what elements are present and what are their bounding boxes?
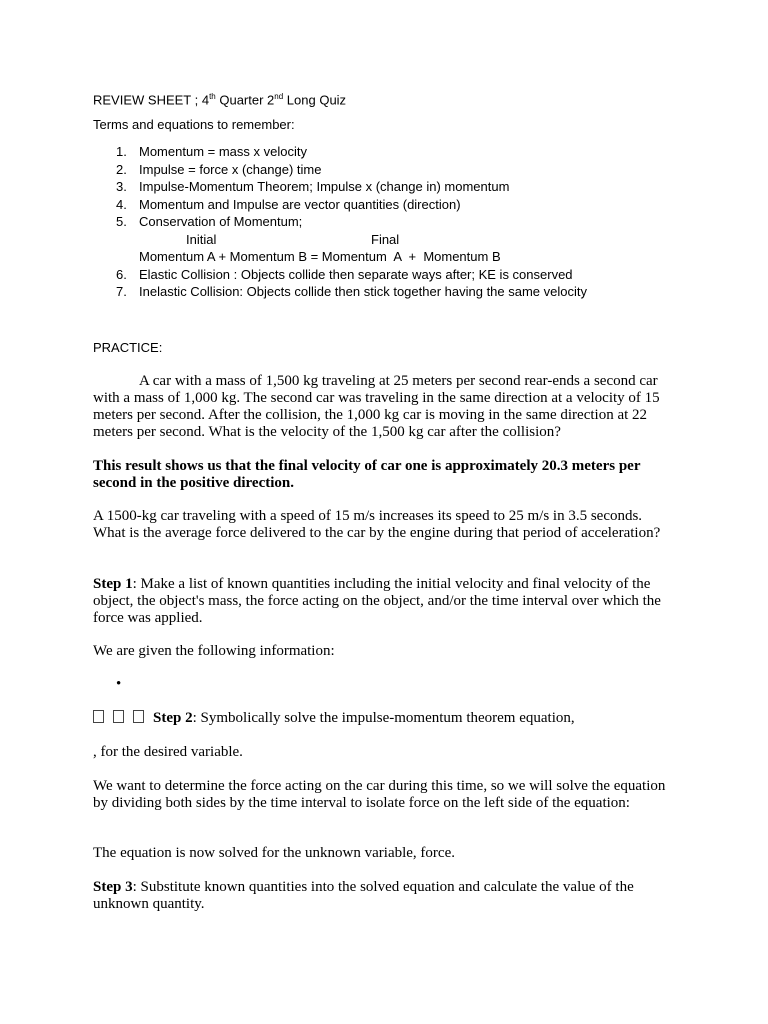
list-number: 4. (116, 196, 127, 212)
given-info-text: We are given the following information: (93, 643, 335, 659)
initial-label: Initial (186, 231, 217, 247)
list-text: Impulse-Momentum Theorem; Impulse x (change in) momentum (139, 179, 510, 194)
step-3-label: Step 3 (93, 879, 133, 895)
step-2-text: : Symbolically solve the impulse-momentum theorem equation, (192, 710, 575, 726)
solved-equation-text: The equation is now solved for the unknown variable, force. (93, 845, 455, 861)
bullet-point: • (116, 676, 122, 692)
conservation-equation: Momentum A + Momentum B = Momentum A + Momentum B (139, 249, 501, 264)
title-superscript-nd: nd (274, 92, 284, 101)
title-middle: Quarter 2 (215, 92, 275, 108)
title-prefix: REVIEW SHEET ; 4 (93, 92, 210, 108)
step-1-text: : Make a list of known quantities including the initial velocity and final velocity of the object, the object's mass, the force acting on the object, and/or the time interval over which the force was applied. (93, 576, 661, 626)
list-number: 6. (116, 266, 127, 282)
step-2-label: Step 2 (153, 710, 193, 726)
missing-glyph-icon (93, 710, 104, 723)
list-text: Impulse = force x (change) time (139, 161, 322, 177)
list-number: 3. (116, 179, 127, 194)
terms-intro: Terms and equations to remember: (93, 117, 295, 132)
list-number: 1. (116, 144, 127, 159)
list-number: 5. (116, 214, 127, 229)
practice-heading: PRACTICE: (93, 340, 163, 355)
title-superscript-th: th (209, 92, 216, 101)
list-text: Elastic Collision : Objects collide then separate ways after; KE is conserved (139, 266, 573, 282)
list-item (112, 143, 587, 161)
missing-glyph-icon (133, 710, 144, 723)
missing-glyph-icon (113, 710, 124, 723)
step-3-paragraph (93, 879, 673, 913)
terms-list (112, 143, 587, 301)
list-number: 7. (116, 284, 127, 299)
list-text: Conservation of Momentum; (139, 214, 303, 229)
result-1-text: This result shows us that the final velocity of car one is approximately 20.3 meters per second in the positive direction. (93, 458, 641, 491)
list-item (112, 283, 587, 301)
problem-1-text: A car with a mass of 1,500 kg traveling at 25 meters per second rear-ends a second car with a mass of 1,000 kg. The second car was traveling in the same direction at a velocity of 15 meters per second. After the collision, the 1,000 kg car is moving in the same direction at 22 meters per second. What is the velocity of the 1,500 kg car after the collision? (93, 373, 660, 440)
final-label: Final (371, 231, 400, 247)
desired-variable-text: , for the desired variable. (93, 744, 243, 760)
problem-2-text: A 1500-kg car traveling with a speed of 15 m/s increases its speed to 25 m/s in 3.5 seconds. What is the average force delivered to the car by the engine during that period of acceleration? (93, 508, 661, 541)
step-1-label: Step 1 (93, 576, 133, 592)
step-2-paragraph (93, 710, 673, 727)
initial-final-labels (139, 231, 587, 249)
list-text: Momentum and Impulse are vector quantities (direction) (139, 196, 461, 212)
list-text: Inelastic Collision: Objects collide then stick together having the same velocity (139, 284, 587, 299)
step-3-text: : Substitute known quantities into the solved equation and calculate the value of the unknown quantity. (93, 879, 634, 912)
list-item (112, 178, 587, 196)
list-item (112, 161, 587, 179)
document-title (93, 88, 346, 109)
determine-force-text: We want to determine the force acting on the car during this time, so we will solve the equation by dividing both sides by the time interval to isolate force on the left side of the equation: (93, 778, 666, 811)
title-suffix: Long Quiz (283, 92, 347, 108)
list-item (112, 213, 587, 266)
list-number: 2. (116, 161, 127, 177)
list-item (112, 266, 587, 284)
list-item (112, 196, 587, 214)
list-text: Momentum = mass x velocity (139, 144, 307, 159)
step-1-paragraph (93, 576, 673, 627)
